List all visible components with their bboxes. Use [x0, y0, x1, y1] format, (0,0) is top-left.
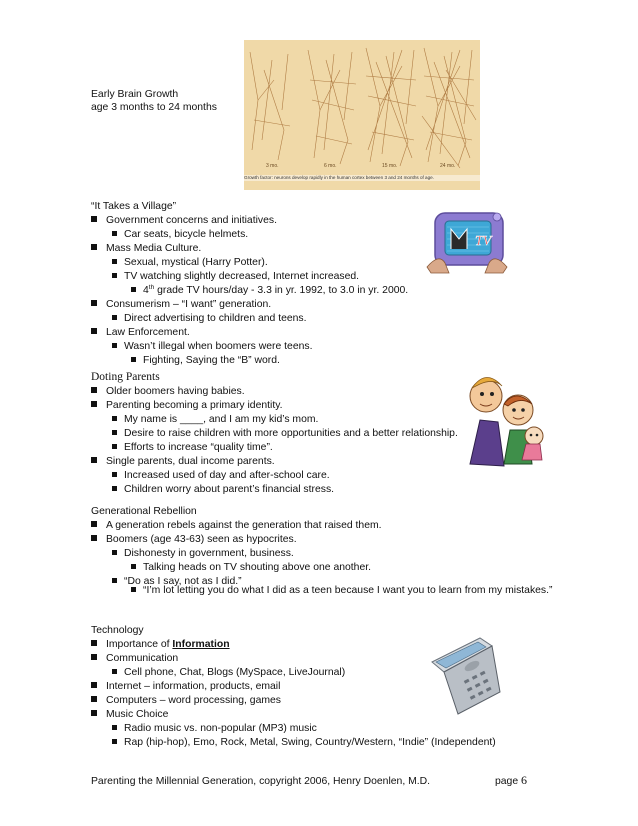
brain-growth-image	[244, 40, 480, 190]
list-item: Government concerns and initiatives.	[91, 214, 277, 227]
list-item: Consumerism – “I want” generation.	[91, 298, 271, 311]
list-item: Efforts to increase “quality time”.	[112, 441, 273, 454]
bullet-icon	[112, 472, 117, 477]
cartoon-family-image	[458, 360, 548, 468]
panel-label: 15 mo.	[382, 163, 398, 169]
brain-title: Early Brain Growth	[91, 89, 179, 100]
rebellion-heading: Generational Rebellion	[91, 506, 197, 517]
list-item: Parenting becoming a primary identity.	[91, 399, 283, 412]
bullet-icon	[131, 564, 136, 569]
bullet-icon	[112, 578, 117, 583]
bullet-icon	[112, 725, 117, 730]
list-item: Desire to raise children with more opportunities and a better relationship.	[112, 427, 458, 440]
list-item: Computers – word processing, games	[91, 694, 281, 707]
bullet-icon	[112, 343, 117, 348]
list-item: Cell phone, Chat, Blogs (MySpace, LiveJournal)	[112, 666, 345, 679]
bullet-icon	[91, 696, 97, 702]
bullet-icon	[91, 216, 97, 222]
list-item: TV watching slightly decreased, Internet increased.	[112, 270, 359, 283]
svg-text:TV: TV	[475, 234, 492, 249]
bullet-icon	[91, 682, 97, 688]
bullet-icon	[112, 259, 117, 264]
list-item: Communication	[91, 652, 178, 665]
list-item: Children worry about parent’s financial stress.	[112, 483, 334, 496]
panel-label: 24 mo.	[440, 163, 456, 169]
list-item: Mass Media Culture.	[91, 242, 201, 255]
village-heading: “It Takes a Village”	[91, 201, 177, 212]
panel-label: 3 mo.	[266, 163, 279, 169]
bullet-icon	[91, 640, 97, 646]
bullet-icon	[131, 357, 136, 362]
brain-subtitle: age 3 months to 24 months	[91, 102, 217, 113]
list-item: Increased used of day and after-school care.	[112, 469, 330, 482]
list-item: Dishonesty in government, business.	[112, 547, 294, 560]
list-item: Single parents, dual income parents.	[91, 455, 275, 468]
bullet-icon	[91, 654, 97, 660]
list-item: Music Choice	[91, 708, 168, 721]
list-item: Sexual, mystical (Harry Potter).	[112, 256, 268, 269]
bullet-icon	[91, 521, 97, 527]
bullet-icon	[91, 710, 97, 716]
bullet-icon	[131, 287, 136, 292]
bullet-icon	[91, 457, 97, 463]
list-item: “I’m lot letting you do what I did as a teen because I want you to learn from my mistakes.”	[143, 585, 553, 596]
panel-label: 6 mo.	[324, 163, 337, 169]
bullet-icon	[91, 387, 97, 393]
list-item: My name is ____, and I am my kid’s mom.	[112, 413, 318, 426]
list-item: Internet – information, products, email	[91, 680, 280, 693]
footer-text: Parenting the Millennial Generation, copyright 2006, Henry Doenlen, M.D.	[91, 776, 431, 787]
doting-heading: Doting Parents	[91, 371, 160, 383]
page-number: page 6	[495, 773, 528, 787]
information-emphasis: Information	[172, 639, 230, 650]
bullet-icon	[112, 669, 117, 674]
technology-heading: Technology	[91, 625, 144, 636]
list-item: Rap (hip-hop), Emo, Rock, Metal, Swing, Country/Western, “Indie” (Independent)	[112, 736, 496, 749]
bullet-icon	[112, 444, 117, 449]
list-item: 4th grade TV hours/day - 3.3 in yr. 1992, to 3.0 in yr. 2000.	[131, 284, 408, 297]
list-item: Radio music vs. non-popular (MP3) music	[112, 722, 317, 735]
list-item: Car seats, bicycle helmets.	[112, 228, 248, 241]
list-item: Boomers (age 43-63) seen as hypocrites.	[91, 533, 297, 546]
bullet-icon	[91, 535, 97, 541]
list-item: Older boomers having babies.	[91, 385, 245, 398]
bullet-icon	[112, 550, 117, 555]
list-item: Talking heads on TV shouting above one another.	[131, 561, 371, 574]
bullet-icon	[112, 416, 117, 421]
list-item: Importance of Information	[91, 638, 230, 651]
bullet-icon	[91, 244, 97, 250]
list-item: Direct advertising to children and teens.	[112, 312, 307, 325]
bullet-icon	[91, 300, 97, 306]
bullet-icon	[112, 315, 117, 320]
bullet-icon	[112, 430, 117, 435]
list-item: Law Enforcement.	[91, 326, 190, 339]
brain-caption: Growth factor: neurons develop rapidly in the human cortex between 3 and 24 months of age.	[244, 175, 480, 181]
bullet-icon	[112, 486, 117, 491]
bullet-icon	[112, 273, 117, 278]
bullet-icon	[131, 584, 139, 597]
list-item: A generation rebels against the generation that raised them.	[91, 519, 382, 532]
list-item: Wasn’t illegal when boomers were teens.	[112, 340, 312, 353]
bullet-icon	[112, 739, 117, 744]
bullet-icon	[91, 328, 97, 334]
list-item: Fighting, Saying the “B” word.	[131, 354, 280, 367]
bullet-icon	[112, 231, 117, 236]
bullet-icon	[91, 401, 97, 407]
list-item: “Do as I say, not as I did.”	[112, 575, 242, 588]
cell-phone-image	[424, 632, 508, 716]
mtv-tv-image	[425, 205, 509, 275]
